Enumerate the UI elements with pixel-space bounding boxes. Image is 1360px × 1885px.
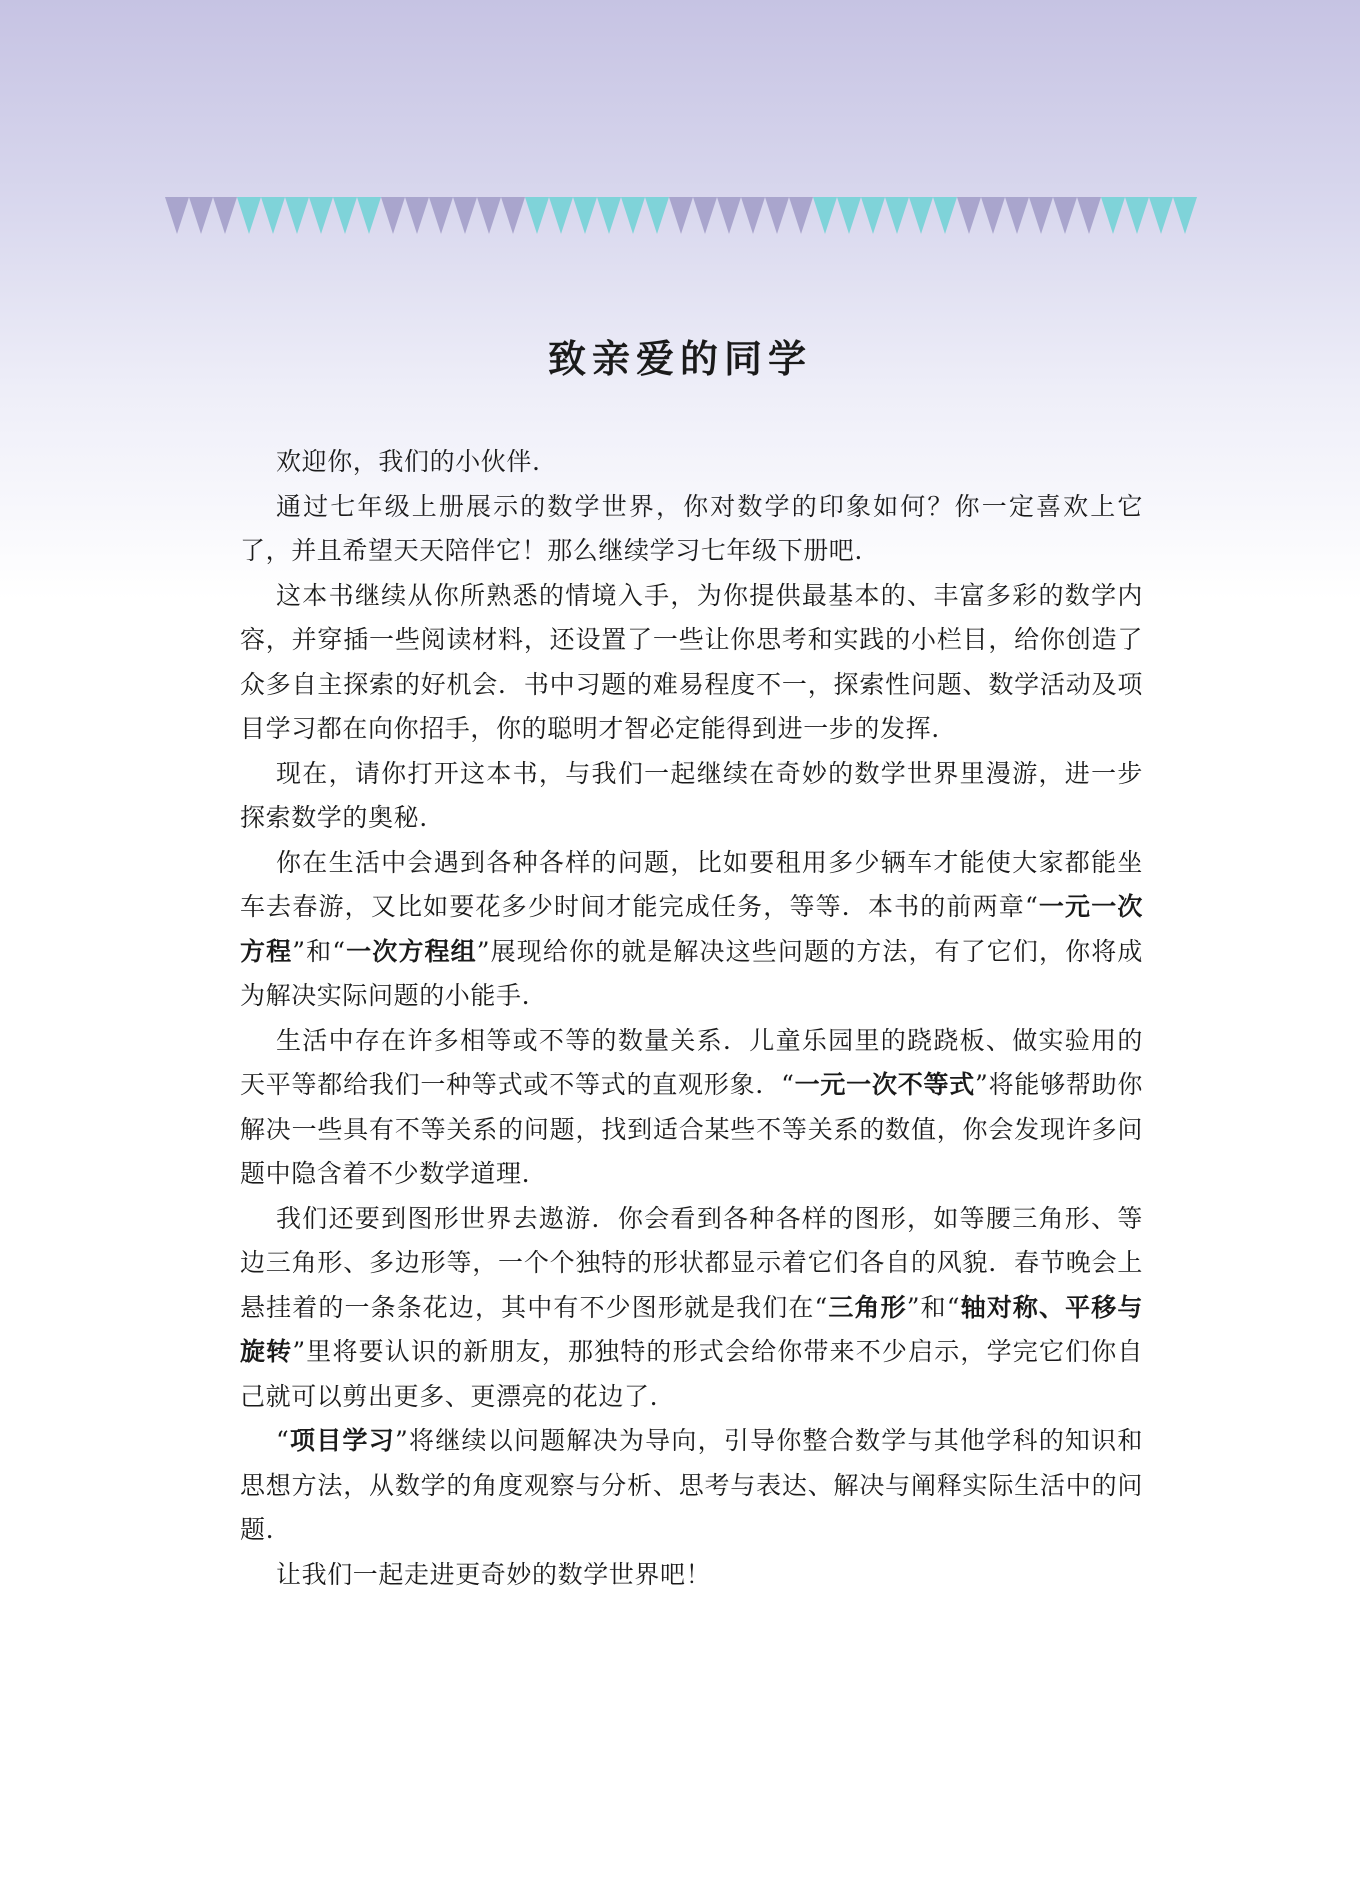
bunting-triangle	[357, 197, 381, 234]
chapter-name: 项目学习	[289, 1426, 395, 1455]
paragraph-text: 我们还要到图形世界去遨游．你会看到各种各样的图形，如等腰三角形、等边三角形、多边形等，一个个独特的形状都显示着它们各自的风貌．春节晚会上悬挂着的一条条花边，其中有不少图形就是我们在“	[240, 1203, 1143, 1322]
bunting-triangle	[189, 197, 213, 234]
bunting-triangle	[1125, 197, 1149, 234]
paragraph-text: ”和“	[292, 936, 346, 966]
paragraph	[240, 485, 1143, 574]
page-title: 致亲爱的同学	[547, 337, 812, 382]
bunting-triangle	[1173, 197, 1197, 234]
bunting-triangle	[1077, 197, 1101, 234]
paragraph-text: ”将能够帮助你解决一些具有不等关系的问题，找到适合某些不等关系的数值，你会发现许多问题中隐含着不少数学道理.	[240, 1070, 1144, 1188]
paragraph-text: 通过七年级上册展示的数学世界，你对数学的印象如何？你一定喜欢上它了，并且希望天天陪伴它！那么继续学习七年级下册吧.	[240, 491, 1143, 565]
paragraph-text: 你在生活中会遇到各种各样的问题，比如要租用多少辆车才能使大家都能坐车去春游，又比如要花多少时间才能完成任务，等等．本书的前两章“	[240, 847, 1143, 921]
bunting-triangle	[1149, 197, 1173, 234]
paragraph-text: 让我们一起走进更奇妙的数学世界吧！	[276, 1559, 712, 1589]
paragraph	[240, 841, 1143, 1019]
bunting-triangle	[837, 197, 861, 234]
bunting-triangle	[525, 197, 549, 234]
paragraph	[240, 1019, 1143, 1197]
bunting-triangle	[933, 197, 957, 234]
paragraph	[240, 1419, 1143, 1553]
chapter-name: 一次方程组	[345, 936, 477, 966]
paragraph-text: 生活中存在许多相等或不等的数量关系．儿童乐园里的跷跷板、做实验用的天平等都给我们一种等式或不等式的直观形象．“	[240, 1025, 1143, 1099]
bunting-triangle	[789, 197, 813, 234]
bunting-triangle	[885, 197, 909, 234]
bunting-triangle	[765, 197, 789, 234]
bunting-triangle	[333, 197, 357, 234]
paragraph-text: 这本书继续从你所熟悉的情境入手，为你提供最基本的、丰富多彩的数学内容，并穿插一些阅读材料，还设置了一些让你思考和实践的小栏目，给你创造了众多自主探索的好机会．书中习题的难易程度不一，探索性问题、数学活动及项目学习都在向你招手，你的聪明才智必定能得到进一步的发挥.	[240, 580, 1143, 743]
bunting-triangle	[741, 197, 765, 234]
bunting-triangle	[957, 197, 981, 234]
bunting-triangle	[453, 197, 477, 234]
bunting-triangle	[669, 197, 693, 234]
paragraph-text: ”将继续以问题解决为导向，引导你整合数学与其他学科的知识和思想方法，从数学的角度观察与分析、思考与表达、解决与阐释实际生活中的问题.	[240, 1426, 1143, 1544]
bunting-triangle	[1005, 197, 1029, 234]
bunting-triangle	[237, 197, 261, 234]
paragraph	[240, 574, 1143, 752]
bunting-triangle	[717, 197, 741, 234]
chapter-name: 一元一次不等式	[794, 1070, 976, 1099]
bunting-triangle	[861, 197, 885, 234]
chapter-name: 一元一次方程	[240, 892, 1143, 966]
paragraph-text: ”展现给你的就是解决这些问题的方法，有了它们，你将成为解决实际问题的小能手.	[240, 936, 1143, 1010]
bunting-triangle	[285, 197, 309, 234]
paragraph	[240, 440, 1143, 485]
paragraph-text: 现在，请你打开这本书，与我们一起继续在奇妙的数学世界里漫游，进一步探索数学的奥秘.	[240, 758, 1143, 832]
bunting-triangle	[405, 197, 429, 234]
paragraph-text: ”里将要认识的新朋友，那独特的形式会给你带来不少启示，学完它们你自己就可以剪出更多、更漂亮的花边了.	[240, 1337, 1144, 1411]
paragraph-text: 欢迎你，我们的小伙伴.	[276, 447, 541, 476]
bunting-triangle	[597, 197, 621, 234]
bunting-triangle	[693, 197, 717, 234]
bunting-triangle	[261, 197, 285, 234]
chapter-name: 轴对称、平移与旋转	[240, 1292, 1143, 1366]
bunting-triangle	[429, 197, 453, 234]
chapter-name: 三角形	[827, 1292, 907, 1322]
bunting-triangle	[1029, 197, 1053, 234]
letter-body	[240, 440, 1143, 1597]
bunting-triangle	[981, 197, 1005, 234]
bunting-triangle	[1101, 197, 1125, 234]
bunting-triangle	[165, 197, 189, 234]
bunting-triangle	[501, 197, 525, 234]
bunting-triangle	[813, 197, 837, 234]
triangle-bunting-decoration	[165, 197, 1197, 237]
paragraph	[240, 1197, 1143, 1420]
bunting-triangle	[213, 197, 237, 234]
bunting-triangle	[381, 197, 405, 234]
paragraph	[240, 1553, 1143, 1598]
paragraph	[240, 752, 1143, 841]
paragraph-text: ”和“	[906, 1292, 961, 1322]
bunting-triangle	[621, 197, 645, 234]
bunting-triangle	[573, 197, 597, 234]
paragraph-text: “	[276, 1426, 290, 1455]
bunting-triangle	[909, 197, 933, 234]
bunting-triangle	[309, 197, 333, 234]
bunting-triangle	[645, 197, 669, 234]
bunting-triangle	[1053, 197, 1077, 234]
bunting-triangle	[477, 197, 501, 234]
bunting-triangle	[549, 197, 573, 234]
